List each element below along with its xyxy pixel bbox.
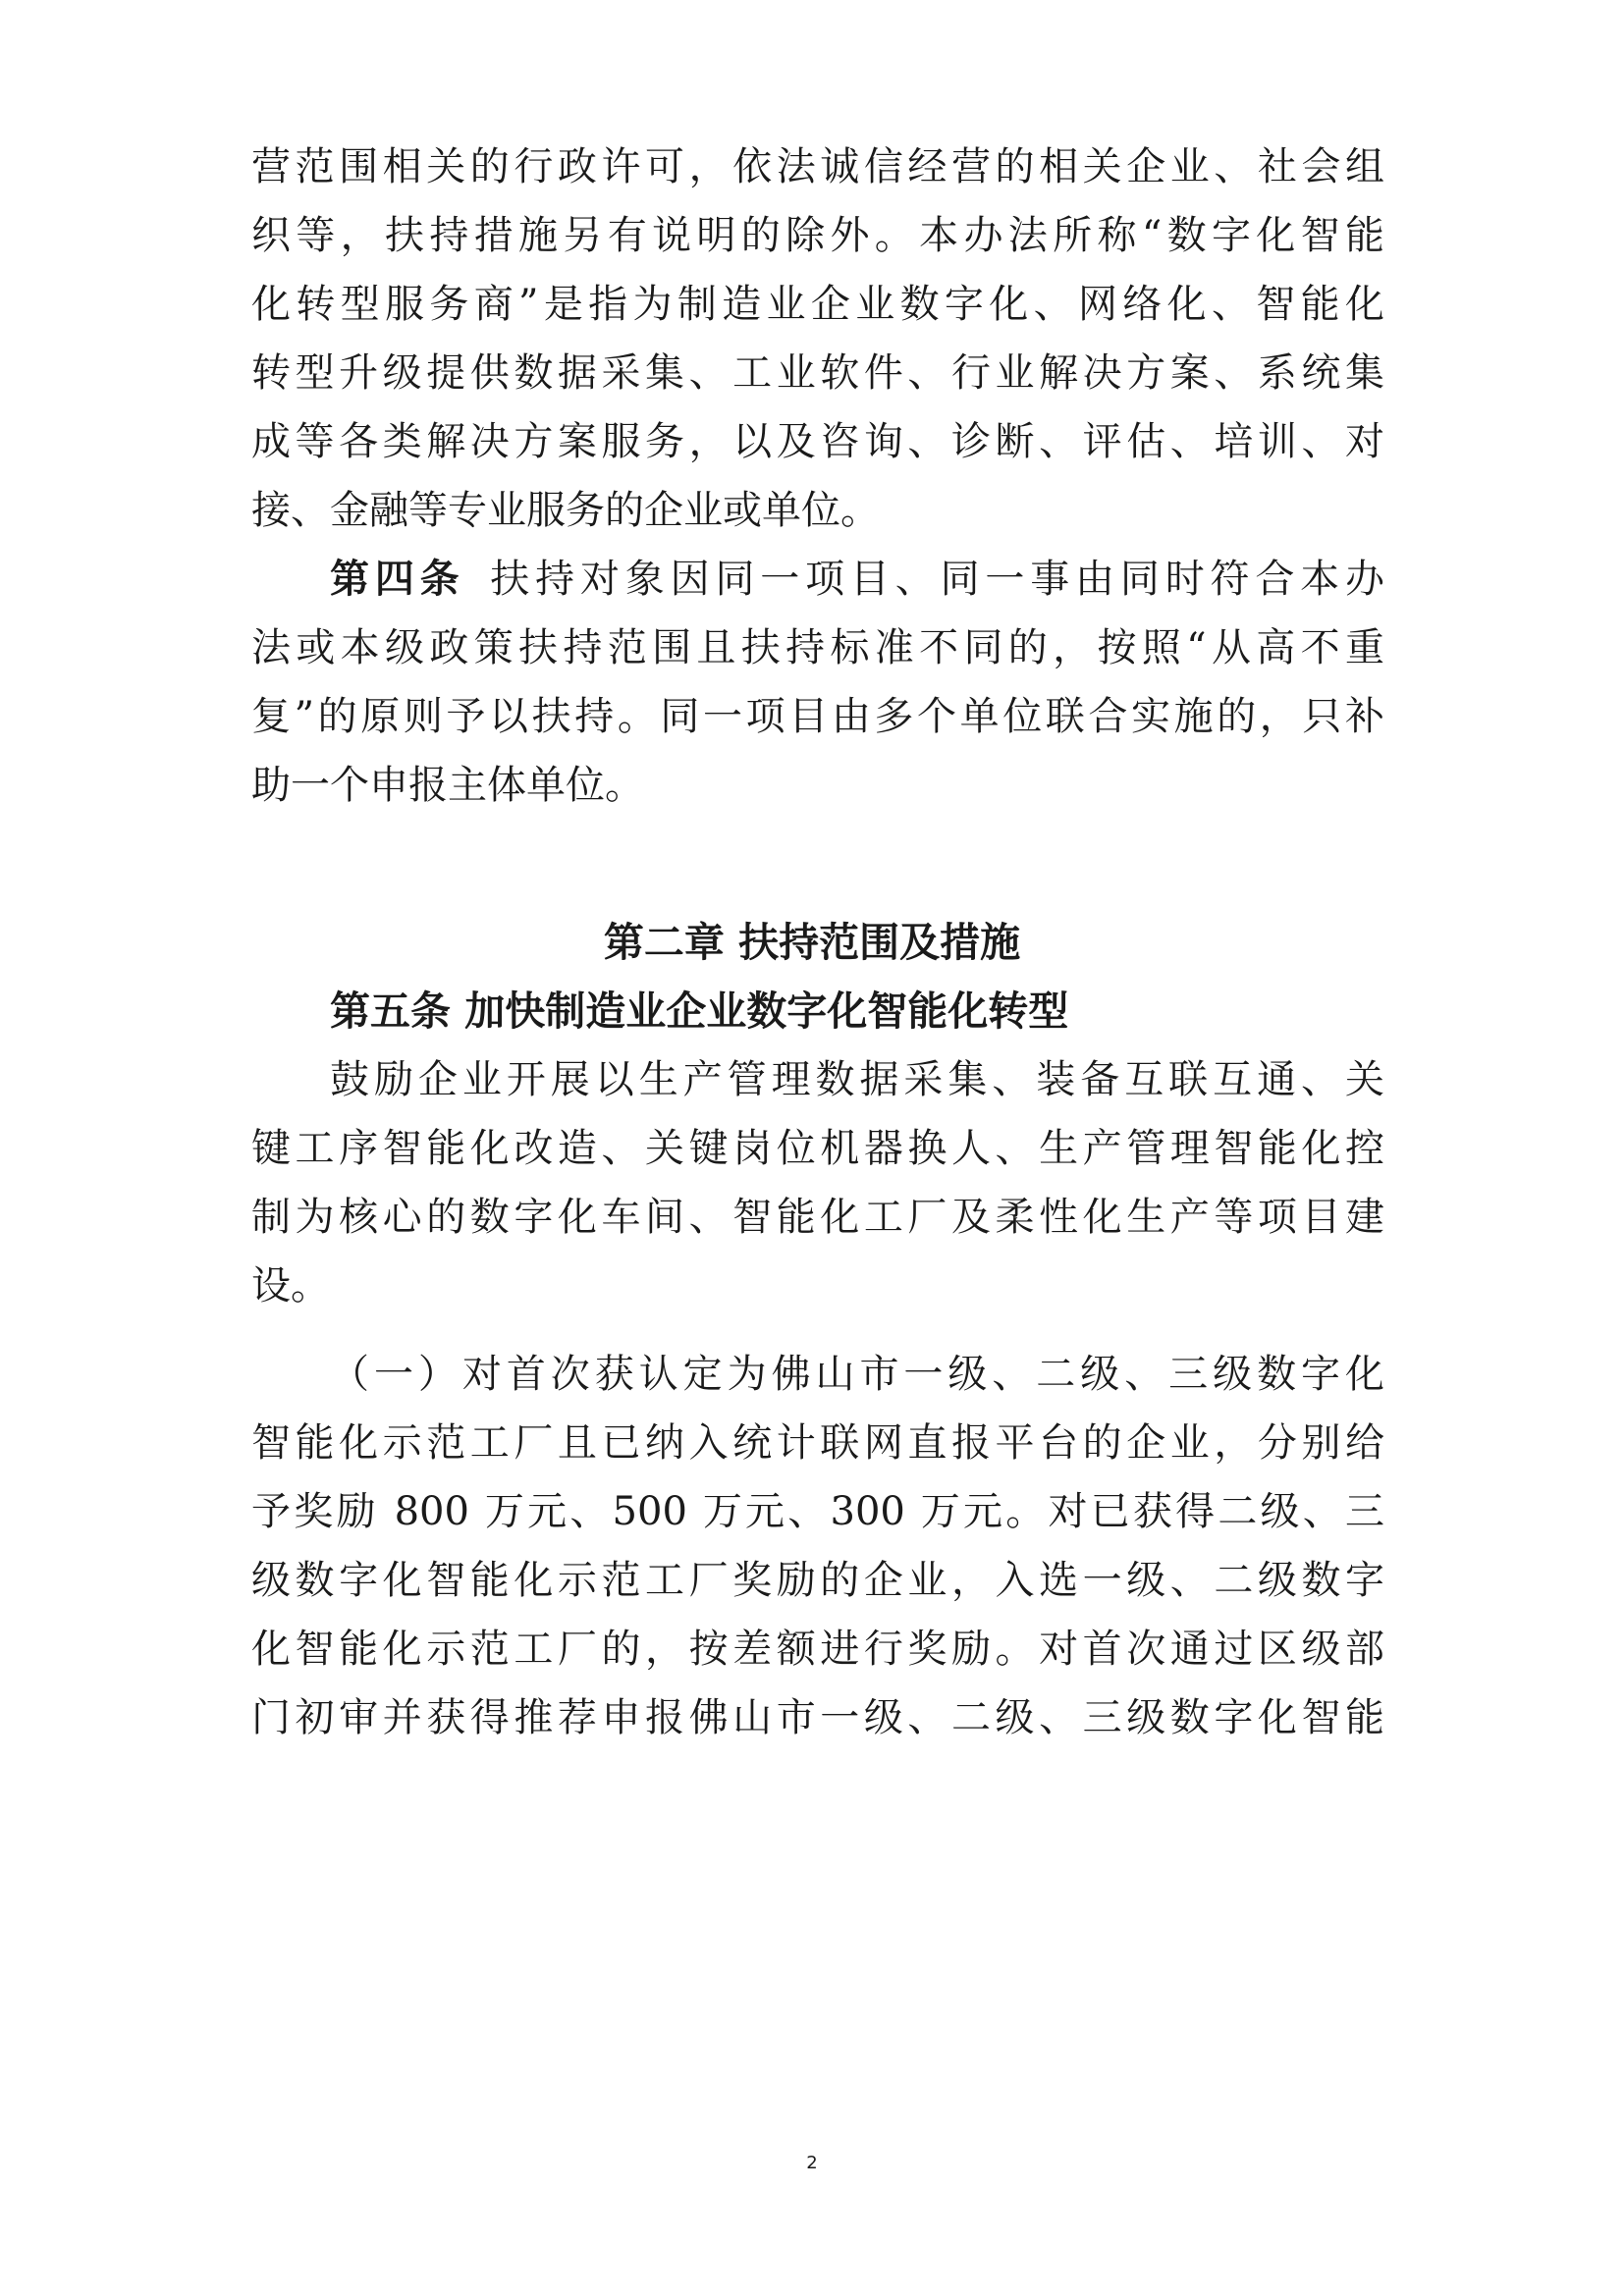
body-line: 门初审并获得推荐申报佛山市一级、二级、三级数字化智能: [251, 1695, 1384, 1740]
body-line: 营范围相关的行政许可，依法诚信经营的相关企业、社会组: [251, 144, 1384, 189]
body-line: （一）对首次获认定为佛山市一级、二级、三级数字化: [330, 1352, 1384, 1397]
body-line: 级数字化智能化示范工厂奖励的企业，入选一级、二级数字: [251, 1558, 1384, 1603]
body-line: 织等，扶持措施另有说明的除外。本办法所称“数字化智能: [251, 213, 1384, 258]
body-line: 复”的原则予以扶持。同一项目由多个单位联合实施的，只补: [251, 694, 1384, 739]
body-line: 设。: [251, 1263, 330, 1308]
body-line: 化转型服务商”是指为制造业企业数字化、网络化、智能化: [251, 282, 1384, 327]
body-line: 化智能化示范工厂的，按差额进行奖励。对首次通过区级部: [251, 1627, 1384, 1672]
body-line: 法或本级政策扶持范围且扶持标准不同的，按照“从高不重: [251, 625, 1384, 670]
body-line: 制为核心的数字化车间、智能化工厂及柔性化生产等项目建: [251, 1195, 1384, 1240]
body-line: 智能化示范工厂且已纳入统计联网直报平台的企业，分别给: [251, 1420, 1384, 1466]
article-4-label: 第四条: [330, 556, 465, 602]
page-number: 2: [806, 2153, 818, 2173]
article-4-first-line: [330, 550, 1384, 609]
body-line: 转型升级提供数据采集、工业软件、行业解决方案、系统集: [251, 350, 1384, 396]
body-line: 鼓励企业开展以生产管理数据采集、装备互联互通、关: [330, 1057, 1384, 1102]
body-line: 接、金融等专业服务的企业或单位。: [251, 488, 880, 533]
body-line: 予奖励 800 万元、500 万元、300 万元。对已获得二级、三: [251, 1489, 1384, 1534]
article-4-text: 扶持对象因同一项目、同一事由同时符合本办: [484, 557, 1385, 602]
body-line: 键工序智能化改造、关键岗位机器换人、生产管理智能化控: [251, 1126, 1384, 1171]
body-line: 助一个申报主体单位。: [251, 763, 644, 808]
chapter-heading: 第二章 扶持范围及措施: [603, 919, 1021, 966]
article-5-title: 第五条 加快制造业企业数字化智能化转型: [330, 988, 1069, 1035]
body-line: 成等各类解决方案服务，以及咨询、诊断、评估、培训、对: [251, 419, 1384, 464]
